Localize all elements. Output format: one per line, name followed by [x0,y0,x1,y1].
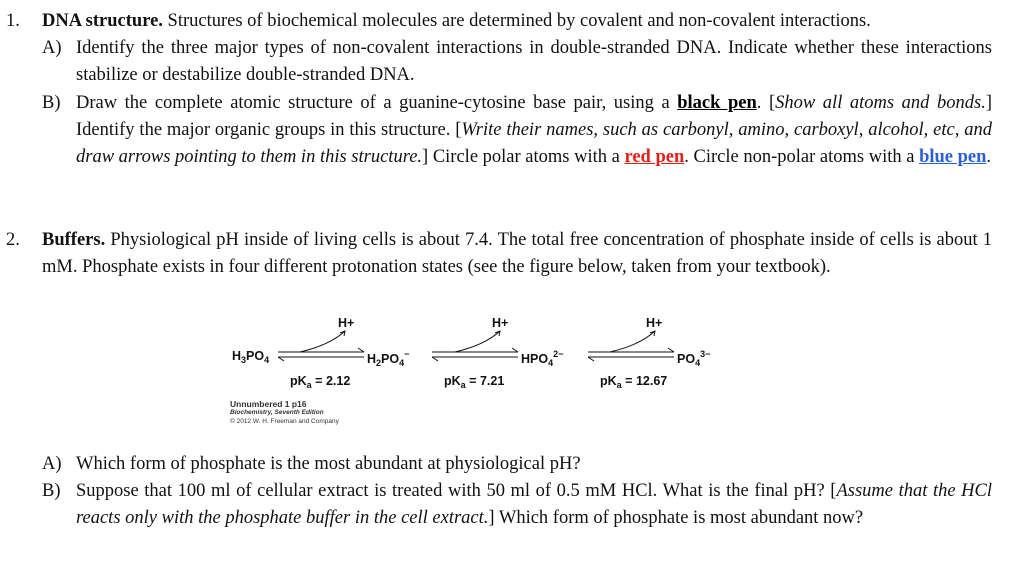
figure-caption-copyright: © 2012 W. H. Freeman and Company [230,418,339,425]
question-2b-text: Suppose that 100 ml of cellular extract is treated with 50 ml of 0.5 mM HCl. What is the final pH? [Assume that the HCl reacts only with the phosphate buffer in the cell extract.] Which form of phosphate is most abundant now? [76,481,992,528]
figure-caption-book: Biochemistry, Seventh Edition [230,409,324,416]
red-pen-text: red pen [624,147,685,167]
question-1-title: DNA structure. [42,11,163,31]
question-1-intro-text: Structures of biochemical molecules are determined by covalent and non-covalent interactions. [167,11,871,31]
species-h2po4: $H_2PO_4^-$ [367,349,410,368]
question-1a-text: Identify the three major types of non-covalent interactions in double-stranded DNA. Indicate whether these interactions stabilize or destabilize double-stranded DNA. [76,38,992,85]
h-plus-1: H+ [338,316,355,330]
question-1-number: 1. [6,11,20,31]
species-hpo4: $HPO_4^{2-}$ [521,349,564,368]
pka-3: $pK_a = 12.67$ [600,374,668,390]
question-1b-label: B) [42,93,61,113]
question-2-title: Buffers. [42,230,106,250]
pka-1: $pK_a = 2.12$ [290,374,351,390]
question-2b-label: B) [42,481,61,501]
question-2-number: 2. [6,230,20,250]
blue-pen-text: blue pen [919,147,987,167]
black-pen-text: black pen [677,93,757,113]
figure-caption-title: Unnumbered 1 p16 [230,399,307,409]
question-2-intro-text: Physiological pH inside of living cells is about 7.4. The total free concentration of phosphate inside of cells is about 1 mM. Phosphate exists in four different protonation states (see the figure below, taken from your textbook). [42,230,992,277]
question-2a-text: Which form of phosphate is the most abundant at physiological pH? [76,454,581,474]
h-plus-3: H+ [646,316,663,330]
question-1b-text: Draw the complete atomic structure of a guanine-cytosine base pair, using a black pen. [Show all atoms and bonds.] Identify the major organic groups in this structure. [Write their names, such as carbonyl, amino, carboxyl, alcohol, etc, and draw arrows pointing to them in this structure.] Circle polar atoms with a red pen. Circle non-polar atoms with a blue pen. [76,93,992,167]
pka-2: $pK_a = 7.21$ [444,374,505,390]
species-h3po4: $H_3PO_4$ [232,349,270,365]
question-2a-label: A) [42,454,62,474]
species-po4: $PO_4^{3-}$ [677,349,711,368]
h-plus-2: H+ [492,316,509,330]
question-1a-label: A) [42,38,62,58]
